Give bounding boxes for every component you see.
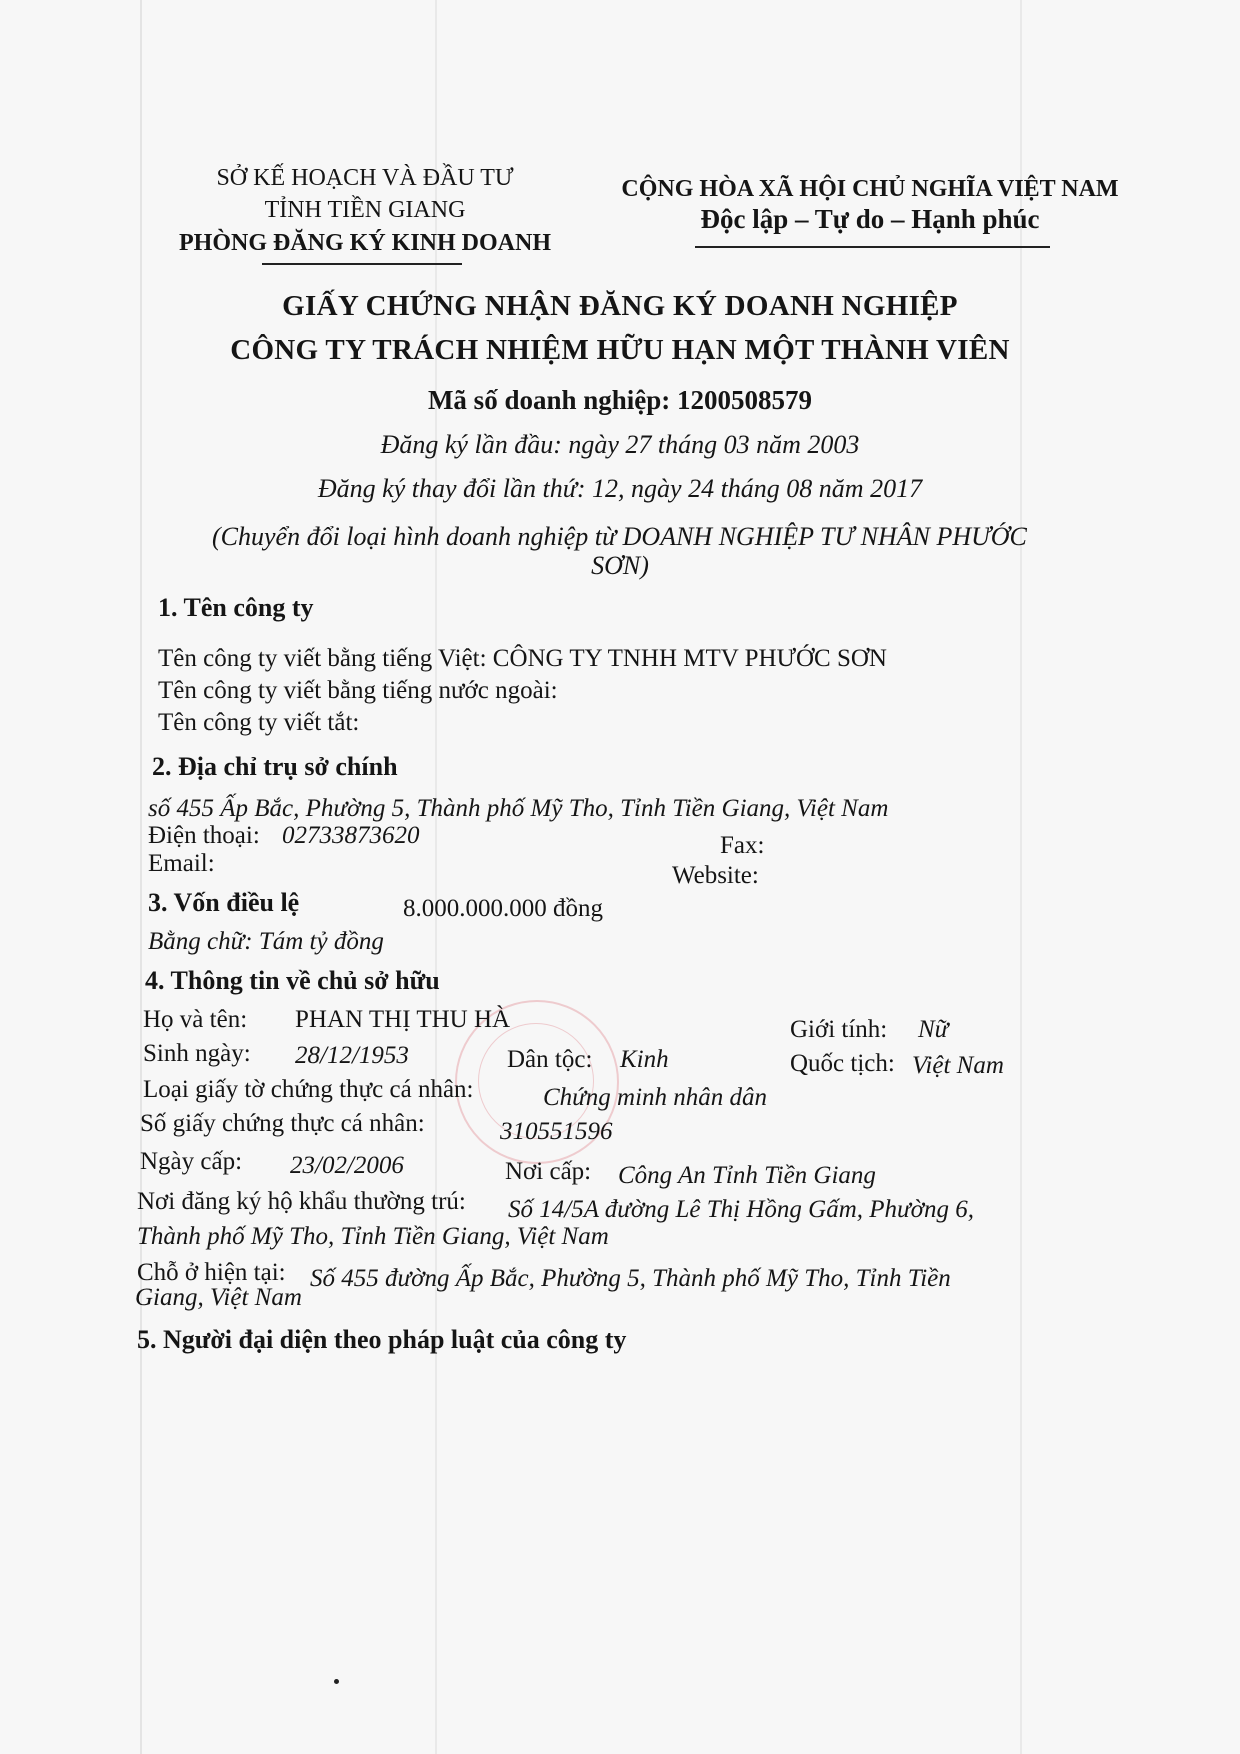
- company-name-vn: Tên công ty viết bằng tiếng Việt: CÔNG TY TNHH MTV PHƯỚC SƠN: [158, 645, 887, 672]
- fax-label: Fax:: [720, 832, 765, 859]
- current-residence-value-cont: Giang, Việt Nam: [135, 1284, 302, 1311]
- company-name-short: Tên công ty viết tắt:: [158, 709, 360, 736]
- id-number-label: Số giấy chứng thực cá nhân:: [140, 1110, 425, 1137]
- conversion-note: (Chuyển đổi loại hình doanh nghiệp từ DOANH NGHIỆP TƯ NHÂN PHƯỚC: [212, 522, 1027, 551]
- website-label: Website:: [672, 862, 759, 889]
- enterprise-code: Mã số doanh nghiệp: 1200508579: [427, 385, 813, 415]
- change-registration: Đăng ký thay đổi lần thứ: 12, ngày 24 tháng 08 năm 2017: [317, 474, 923, 503]
- company-type-title: CÔNG TY TRÁCH NHIỆM HỮU HẠN MỘT THÀNH VIÊN: [230, 334, 1010, 366]
- id-type-label: Loại giấy tờ chứng thực cá nhân:: [143, 1076, 474, 1103]
- company-name-foreign: Tên công ty viết bằng tiếng nước ngoài:: [158, 677, 558, 704]
- gender-value: Nữ: [918, 1016, 949, 1043]
- header-left-line1: SỞ KẾ HOẠCH VÀ ĐẦU TƯ: [216, 165, 514, 191]
- header-left-line2: TỈNH TIỀN GIANG: [264, 197, 466, 223]
- owner-name-label: Họ và tên:: [143, 1006, 248, 1033]
- head-office-address: số 455 Ấp Bắc, Phường 5, Thành phố Mỹ Tho, Tỉnh Tiền Giang, Việt Nam: [148, 795, 889, 822]
- document-title: GIẤY CHỨNG NHẬN ĐĂNG KÝ DOANH NGHIỆP: [282, 290, 958, 322]
- current-residence-value: Số 455 đường Ấp Bắc, Phường 5, Thành phố Mỹ Tho, Tỉnh Tiền: [310, 1265, 951, 1292]
- nationality-value: Việt Nam: [912, 1052, 1004, 1079]
- charter-capital-words: Bằng chữ: Tám tỷ đồng: [148, 928, 384, 955]
- conversion-note-cont: SƠN): [591, 551, 649, 580]
- id-number-value: 310551596: [500, 1118, 613, 1145]
- dob-value: 28/12/1953: [295, 1042, 409, 1069]
- section5-heading: 5. Người đại diện theo pháp luật của công ty: [137, 1325, 627, 1354]
- current-residence-label: Chỗ ở hiện tại:: [137, 1259, 286, 1286]
- id-type-value: Chứng minh nhân dân: [543, 1084, 768, 1111]
- issue-date-label: Ngày cấp:: [140, 1148, 243, 1175]
- permanent-residence-label: Nơi đăng ký hộ khẩu thường trú:: [137, 1188, 466, 1215]
- header-left-line3: PHÒNG ĐĂNG KÝ KINH DOANH: [179, 230, 551, 256]
- section4-heading: 4. Thông tin về chủ sở hữu: [145, 966, 440, 995]
- first-registration: Đăng ký lần đầu: ngày 27 tháng 03 năm 2003: [380, 430, 860, 459]
- ethnicity-value: Kinh: [620, 1046, 669, 1073]
- dob-label: Sinh ngày:: [143, 1040, 251, 1067]
- section1-heading: 1. Tên công ty: [158, 593, 314, 622]
- nationality-label: Quốc tịch:: [790, 1050, 895, 1077]
- issue-place-value: Công An Tỉnh Tiền Giang: [618, 1162, 876, 1189]
- permanent-residence-value: Số 14/5A đường Lê Thị Hồng Gấm, Phường 6,: [508, 1196, 975, 1223]
- issue-place-label: Nơi cấp:: [505, 1158, 592, 1185]
- header-right-underline: [695, 246, 1050, 248]
- header-right-line1: CỘNG HÒA XÃ HỘI CHỦ NGHĨA VIỆT NAM: [621, 176, 1119, 202]
- header-left-underline: [262, 263, 462, 265]
- stray-dot: [334, 1679, 339, 1684]
- gender-label: Giới tính:: [790, 1016, 888, 1043]
- scan-line: [1020, 0, 1022, 1754]
- section2-heading: 2. Địa chỉ trụ sở chính: [152, 752, 398, 781]
- permanent-residence-value-cont: Thành phố Mỹ Tho, Tỉnh Tiền Giang, Việt Nam: [137, 1223, 609, 1250]
- issue-date-value: 23/02/2006: [290, 1152, 404, 1179]
- phone-label: Điện thoại:: [148, 822, 260, 849]
- phone-value: 02733873620: [282, 822, 420, 849]
- section3-heading: 3. Vốn điều lệ: [148, 888, 300, 917]
- owner-name-value: PHAN THỊ THU HÀ: [295, 1006, 511, 1033]
- charter-capital-amount: 8.000.000.000 đồng: [403, 895, 603, 922]
- ethnicity-label: Dân tộc:: [507, 1046, 593, 1073]
- header-right-motto: Độc lập – Tự do – Hạnh phúc: [700, 204, 1040, 234]
- scan-line: [140, 0, 142, 1754]
- email-label: Email:: [148, 850, 215, 877]
